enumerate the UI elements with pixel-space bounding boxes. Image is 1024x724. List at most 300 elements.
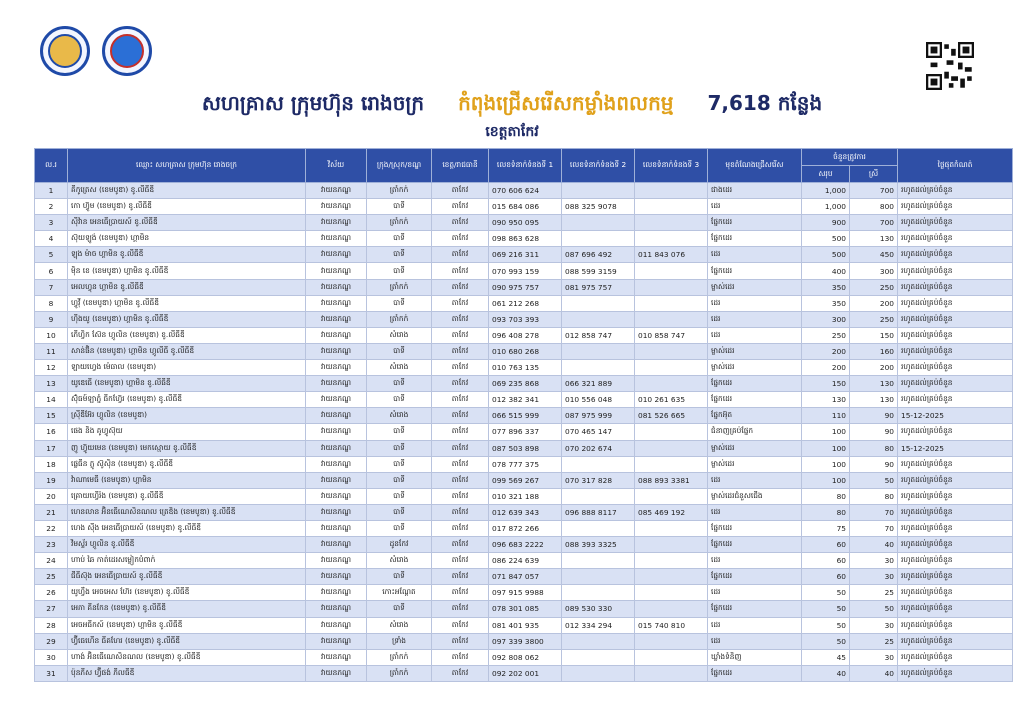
total-needed-cell: 100 <box>802 440 850 456</box>
phone-1-cell: 069 216 311 <box>489 247 562 263</box>
col-company-header: ឈ្មោះ សហគ្រាស ក្រុមហ៊ុន រោងចក្រ <box>68 149 306 183</box>
phone-3-cell <box>635 343 708 359</box>
total-needed-cell: 80 <box>802 504 850 520</box>
deadline-cell: រហូតដល់គ្រប់ចំនួន <box>898 199 1013 215</box>
province-cell: តាកែវ <box>432 537 489 553</box>
deadline-cell: 15-12-2025 <box>898 408 1013 424</box>
total-needed-cell: 110 <box>802 408 850 424</box>
table-row <box>35 617 1013 633</box>
table-row <box>35 601 1013 617</box>
col-province-header: ខេត្ត/រាជធានី <box>432 149 489 183</box>
phone-3-cell <box>635 295 708 311</box>
row-no-cell: 16 <box>35 424 68 440</box>
deadline-cell: រហូតដល់គ្រប់ចំនួន <box>898 424 1013 440</box>
female-needed-cell: 40 <box>850 537 898 553</box>
sector-cell: វាយនភណ្ឌ <box>306 504 367 520</box>
female-needed-cell: 40 <box>850 665 898 681</box>
phone-3-cell <box>635 520 708 536</box>
row-no-cell: 6 <box>35 263 68 279</box>
sector-cell: វាយនភណ្ឌ <box>306 199 367 215</box>
province-cell: តាកែវ <box>432 392 489 408</box>
col-no-header: ល.រ <box>35 149 68 183</box>
sector-cell: វាយនភណ្ឌ <box>306 553 367 569</box>
position-cell: ដេរ <box>708 295 802 311</box>
vacancy-count: 7,618 កន្លែង <box>707 91 823 115</box>
row-no-cell: 26 <box>35 585 68 601</box>
table-row <box>35 456 1013 472</box>
province-cell: តាកែវ <box>432 279 489 295</box>
company-name-cell: ញូ ហ៊្វូយមេន (ខេមបូឌា) មេកស្មោយ ខូ.លីធីឌី <box>68 440 306 456</box>
position-cell: ម្ចាស់ដេរ <box>708 456 802 472</box>
company-name-cell: វិមស្ទ័រ ហ្គូលិន ខូ.លីធីឌី <box>68 537 306 553</box>
phone-2-cell <box>562 665 635 681</box>
female-needed-cell: 50 <box>850 601 898 617</box>
female-needed-cell: 700 <box>850 183 898 199</box>
province-cell: តាកែវ <box>432 472 489 488</box>
company-name-cell: យូហ្វឺង អេចអេស ហ៊ែរ (ខេមបូឌា) ខូ.លីធីឌី <box>68 585 306 601</box>
position-cell: ម្ចាស់ដេរ <box>708 440 802 456</box>
district-cell: បាទី <box>367 569 432 585</box>
phone-1-cell: 092 202 001 <box>489 665 562 681</box>
sector-cell: វាយនភណ្ឌ <box>306 263 367 279</box>
female-needed-cell: 300 <box>850 263 898 279</box>
company-name-cell: ហាង់ អ៊ិនធើណេសិនណល (ខេមបូឌា) ខូ.លីធីឌី <box>68 649 306 665</box>
sector-cell: វាយនភណ្ឌ <box>306 472 367 488</box>
province-cell: តាកែវ <box>432 199 489 215</box>
phone-1-cell: 098 863 628 <box>489 231 562 247</box>
table-row <box>35 231 1013 247</box>
total-needed-cell: 1,000 <box>802 183 850 199</box>
deadline-cell: រហូតដល់គ្រប់ចំនួន <box>898 215 1013 231</box>
province-cell: តាកែវ <box>432 633 489 649</box>
total-needed-cell: 75 <box>802 520 850 536</box>
female-needed-cell: 80 <box>850 488 898 504</box>
province-cell: តាកែវ <box>432 617 489 633</box>
female-needed-cell: 25 <box>850 633 898 649</box>
position-cell: ផ្នែកអ៊ុត <box>708 408 802 424</box>
phone-1-cell: 096 408 278 <box>489 327 562 343</box>
phone-3-cell <box>635 376 708 392</box>
col-district-header: ក្រុង/ស្រុក/ខណ្ឌ <box>367 149 432 183</box>
row-no-cell: 27 <box>35 601 68 617</box>
row-no-cell: 7 <box>35 279 68 295</box>
phone-1-cell: 078 301 085 <box>489 601 562 617</box>
district-cell: សំរោង <box>367 617 432 633</box>
phone-3-cell <box>635 183 708 199</box>
qr-code-icon <box>926 42 974 90</box>
row-no-cell: 8 <box>35 295 68 311</box>
company-name-cell: កោ ហ៊្វូម (ខេមបូឌា) ខូ.លីធីឌី <box>68 199 306 215</box>
company-name-cell: ឡាយហ្វេង ម៉េធាល (ខេមបូឌា) <box>68 360 306 376</box>
table-row <box>35 279 1013 295</box>
row-no-cell: 19 <box>35 472 68 488</box>
col-total-header: សរុប <box>802 166 850 183</box>
position-cell: ដេរ <box>708 472 802 488</box>
district-cell: បាទី <box>367 601 432 617</box>
sector-cell: វាយនភណ្ឌ <box>306 343 367 359</box>
row-no-cell: 31 <box>35 665 68 681</box>
province-cell: តាកែវ <box>432 360 489 376</box>
female-needed-cell: 250 <box>850 311 898 327</box>
province-cell: តាកែវ <box>432 488 489 504</box>
female-needed-cell: 800 <box>850 199 898 215</box>
phone-2-cell: 070 465 147 <box>562 424 635 440</box>
district-cell: កោះអណ្ដែត <box>367 585 432 601</box>
deadline-cell: រហូតដល់គ្រប់ចំនួន <box>898 665 1013 681</box>
table-body <box>35 183 1013 682</box>
phone-2-cell: 088 393 3325 <box>562 537 635 553</box>
deadline-cell: រហូតដល់គ្រប់ចំនួន <box>898 360 1013 376</box>
sector-cell: វាយនភណ្ឌ <box>306 392 367 408</box>
total-needed-cell: 50 <box>802 601 850 617</box>
province-cell: តាកែវ <box>432 504 489 520</box>
district-cell: បាទី <box>367 424 432 440</box>
sector-cell: វាយនភណ្ឌ <box>306 537 367 553</box>
sector-cell: វាយនភណ្ឌ <box>306 649 367 665</box>
company-name-cell: អេភា គីនកែន (ខេមបូឌា) ខូ.លីធីឌី <box>68 601 306 617</box>
sector-cell: វាយនភណ្ឌ <box>306 295 367 311</box>
phone-2-cell: 012 334 294 <box>562 617 635 633</box>
company-name-cell: ស៊ុំធម៍ឡាភ្នំ ធីកហ្វ៊ែរ (ខេមបូឌា) ខូ.លីធីឌី <box>68 392 306 408</box>
district-cell: សំរោង <box>367 408 432 424</box>
row-no-cell: 17 <box>35 440 68 456</box>
company-name-cell: វ៉ាណាមេធី (ខេមបូឌា) ហ្គាមិន <box>68 472 306 488</box>
row-no-cell: 15 <box>35 408 68 424</box>
total-needed-cell: 250 <box>802 327 850 343</box>
province-cell: តាកែវ <box>432 263 489 279</box>
sector-cell: វាយនភណ្ឌ <box>306 424 367 440</box>
position-cell: ផ្នែកដេរ <box>708 392 802 408</box>
phone-1-cell: 070 606 624 <box>489 183 562 199</box>
table-row <box>35 311 1013 327</box>
female-needed-cell: 30 <box>850 649 898 665</box>
phone-1-cell: 017 872 266 <box>489 520 562 536</box>
title-row <box>0 90 1024 120</box>
position-cell: ផ្នែកដេរ <box>708 376 802 392</box>
sector-cell: វាយនភណ្ឌ <box>306 520 367 536</box>
row-no-cell: 11 <box>35 343 68 359</box>
position-cell: ដេរ <box>708 311 802 327</box>
total-needed-cell: 60 <box>802 569 850 585</box>
deadline-cell: រហូតដល់គ្រប់ចំនួន <box>898 247 1013 263</box>
female-needed-cell: 150 <box>850 327 898 343</box>
phone-1-cell: 090 975 757 <box>489 279 562 295</box>
position-cell: ម្ចាស់ដេរជំនួសជើង <box>708 488 802 504</box>
table-row <box>35 520 1013 536</box>
position-cell: ដេរ <box>708 553 802 569</box>
total-needed-cell: 50 <box>802 633 850 649</box>
total-needed-cell: 60 <box>802 553 850 569</box>
total-needed-cell: 1,000 <box>802 199 850 215</box>
table-row <box>35 360 1013 376</box>
phone-2-cell: 066 321 889 <box>562 376 635 392</box>
sector-cell: វាយនភណ្ឌ <box>306 327 367 343</box>
deadline-cell: រហូតដល់គ្រប់ចំនួន <box>898 231 1013 247</box>
province-cell: តាកែវ <box>432 569 489 585</box>
company-name-cell: ហេនលាន អ៊ិនធើណេសិនណល ត្រេឌិង (ខេមបូឌា) ខូ.លីធីឌី <box>68 504 306 520</box>
company-name-cell: ផ្លេធីន ភ្លូ ស៊ូស៊ិន (ខេមបូឌា) ខូ.លីធីឌី <box>68 456 306 472</box>
phone-3-cell <box>635 279 708 295</box>
table-row <box>35 376 1013 392</box>
female-needed-cell: 90 <box>850 456 898 472</box>
female-needed-cell: 130 <box>850 376 898 392</box>
phone-3-cell: 010 858 747 <box>635 327 708 343</box>
row-no-cell: 23 <box>35 537 68 553</box>
deadline-cell: រហូតដល់គ្រប់ចំនួន <box>898 472 1013 488</box>
row-no-cell: 2 <box>35 199 68 215</box>
company-name-cell: ស៊ុយឡូង់ (ខេមបូឌា) ហ្គាមិន <box>68 231 306 247</box>
phone-2-cell: 081 975 757 <box>562 279 635 295</box>
row-no-cell: 30 <box>35 649 68 665</box>
position-cell: ដេរ <box>708 247 802 263</box>
province-cell: តាកែវ <box>432 665 489 681</box>
deadline-cell: រហូតដល់គ្រប់ចំនួន <box>898 279 1013 295</box>
phone-1-cell: 086 224 639 <box>489 553 562 569</box>
province-cell: តាកែវ <box>432 295 489 311</box>
deadline-cell: រហូតដល់គ្រប់ចំនួន <box>898 295 1013 311</box>
total-needed-cell: 50 <box>802 585 850 601</box>
province-cell: តាកែវ <box>432 601 489 617</box>
phone-1-cell: 010 321 188 <box>489 488 562 504</box>
phone-1-cell: 099 569 267 <box>489 472 562 488</box>
district-cell: សំរោង <box>367 360 432 376</box>
position-cell: ម្ចាស់ដេរ <box>708 360 802 376</box>
sector-cell: វាយនភណ្ឌ <box>306 633 367 649</box>
table-row <box>35 504 1013 520</box>
table-row <box>35 665 1013 681</box>
company-name-cell: ហ្វូវ៉ី (ខេមបូឌា) ហ្គាមិន ខូ.លីធីឌី <box>68 295 306 311</box>
female-needed-cell: 50 <box>850 472 898 488</box>
position-cell: ដេរ <box>708 327 802 343</box>
row-no-cell: 25 <box>35 569 68 585</box>
phone-3-cell: 010 261 635 <box>635 392 708 408</box>
table-row <box>35 263 1013 279</box>
province-cell: តាកែវ <box>432 520 489 536</box>
deadline-cell: រហូតដល់គ្រប់ចំនួន <box>898 601 1013 617</box>
district-cell: បាទី <box>367 456 432 472</box>
table-header-row <box>35 149 1013 166</box>
company-name-cell: ហ៊ីងយូ (ខេមបូឌា) ហ្គាមិន ខូ.លីធីឌី <box>68 311 306 327</box>
company-name-cell: ស៊ីវ៉ាន អេនធើប្រាយស៍ ខូ.លីធីឌី <box>68 215 306 231</box>
female-needed-cell: 130 <box>850 231 898 247</box>
district-cell: ត្រាំកក់ <box>367 311 432 327</box>
district-cell: ត្រាំកក់ <box>367 279 432 295</box>
province-cell: តាកែវ <box>432 553 489 569</box>
phone-2-cell <box>562 649 635 665</box>
col-phone3-header: លេខទំនាក់ទំនងទី 3 <box>635 149 708 183</box>
phone-3-cell <box>635 601 708 617</box>
row-no-cell: 9 <box>35 311 68 327</box>
female-needed-cell: 30 <box>850 617 898 633</box>
female-needed-cell: 80 <box>850 440 898 456</box>
female-needed-cell: 200 <box>850 295 898 311</box>
phone-2-cell: 012 858 747 <box>562 327 635 343</box>
row-no-cell: 12 <box>35 360 68 376</box>
province-cell: តាកែវ <box>432 343 489 359</box>
position-cell: ផ្នែកដេរ <box>708 231 802 247</box>
position-cell: ជាងដេរ <box>708 183 802 199</box>
phone-2-cell <box>562 585 635 601</box>
phone-1-cell: 061 212 268 <box>489 295 562 311</box>
district-cell: ដូនកែវ <box>367 537 432 553</box>
phone-3-cell <box>635 553 708 569</box>
phone-1-cell: 071 847 057 <box>489 569 562 585</box>
province-cell: តាកែវ <box>432 585 489 601</box>
table-row <box>35 247 1013 263</box>
deadline-cell: រហូតដល់គ្រប់ចំនួន <box>898 585 1013 601</box>
ministry-logo-icon <box>40 26 90 76</box>
phone-2-cell <box>562 488 635 504</box>
district-cell: សំរោង <box>367 553 432 569</box>
phone-3-cell: 081 526 665 <box>635 408 708 424</box>
female-needed-cell: 700 <box>850 215 898 231</box>
phone-2-cell: 070 317 828 <box>562 472 635 488</box>
table-row <box>35 424 1013 440</box>
phone-3-cell: 011 843 076 <box>635 247 708 263</box>
province-cell: តាកែវ <box>432 183 489 199</box>
col-sector-header: វិស័យ <box>306 149 367 183</box>
row-no-cell: 18 <box>35 456 68 472</box>
province-cell: តាកែវ <box>432 231 489 247</box>
province-cell: តាកែវ <box>432 649 489 665</box>
phone-1-cell: 015 684 086 <box>489 199 562 215</box>
row-no-cell: 3 <box>35 215 68 231</box>
district-cell: បាទី <box>367 231 432 247</box>
position-cell: ឃ្លាំងទំនិញ <box>708 649 802 665</box>
female-needed-cell: 30 <box>850 569 898 585</box>
company-name-cell: ស៊្រីឌីអ៊ែរ ហ្គូលិន (ខេមបូឌា) <box>68 408 306 424</box>
deadline-cell: រហូតដល់គ្រប់ចំនួន <box>898 569 1013 585</box>
phone-2-cell <box>562 520 635 536</box>
table-row <box>35 327 1013 343</box>
company-name-cell: ជីធីស៊ុង អេនធើប្រាយស៍ ខូ.លីធីឌី <box>68 569 306 585</box>
phone-1-cell: 010 680 268 <box>489 343 562 359</box>
sector-cell: វាយនភណ្ឌ <box>306 231 367 247</box>
total-needed-cell: 350 <box>802 295 850 311</box>
district-cell: ត្រាំកក់ <box>367 215 432 231</box>
company-name-cell: ម៉ិន ខេ (ខេមបូឌា) ហ្គាមិន ខូ.លីធីឌី <box>68 263 306 279</box>
col-phone1-header: លេខទំនាក់ទំនងទី 1 <box>489 149 562 183</box>
province-subtitle: ខេត្តតាកែវ <box>485 124 539 140</box>
company-name-cell: អេចអធីកស៍ (ខេមបូឌា) ហ្គាមិន ខូ.លីធីឌី <box>68 617 306 633</box>
row-no-cell: 13 <box>35 376 68 392</box>
total-needed-cell: 300 <box>802 311 850 327</box>
district-cell: ត្រាំកក់ <box>367 649 432 665</box>
phone-3-cell <box>635 456 708 472</box>
phone-2-cell: 088 599 3159 <box>562 263 635 279</box>
district-cell: បាទី <box>367 472 432 488</box>
district-cell: សំរោង <box>367 327 432 343</box>
total-needed-cell: 100 <box>802 456 850 472</box>
female-needed-cell: 70 <box>850 520 898 536</box>
company-name-cell: ហ្វ៊ីធេហើន ធីគហែរ (ខេមបូឌា) ខូ.លីធីឌី <box>68 633 306 649</box>
phone-3-cell <box>635 311 708 327</box>
position-cell: ផ្នែកដេរ <box>708 520 802 536</box>
position-cell: ដេរ <box>708 504 802 520</box>
deadline-cell: រហូតដល់គ្រប់ចំនួន <box>898 456 1013 472</box>
province-cell: តាកែវ <box>432 408 489 424</box>
phone-3-cell <box>635 633 708 649</box>
sector-cell: វាយនភណ្ឌ <box>306 408 367 424</box>
province-cell: តាកែវ <box>432 247 489 263</box>
position-cell: ដេរ <box>708 617 802 633</box>
district-cell: បាទី <box>367 247 432 263</box>
row-no-cell: 20 <box>35 488 68 504</box>
phone-3-cell: 088 893 3381 <box>635 472 708 488</box>
total-needed-cell: 200 <box>802 343 850 359</box>
district-cell: បាទី <box>367 504 432 520</box>
phone-2-cell: 089 530 330 <box>562 601 635 617</box>
row-no-cell: 1 <box>35 183 68 199</box>
phone-2-cell <box>562 360 635 376</box>
table-row <box>35 633 1013 649</box>
district-cell: បាទី <box>367 440 432 456</box>
phone-1-cell: 012 639 343 <box>489 504 562 520</box>
phone-3-cell <box>635 488 708 504</box>
phone-2-cell: 087 975 999 <box>562 408 635 424</box>
col-position-header: មុខតំណែងជ្រើសរើស <box>708 149 802 183</box>
female-needed-cell: 25 <box>850 585 898 601</box>
sector-cell: វាយនភណ្ឌ <box>306 360 367 376</box>
district-cell: ត្រាំកក់ <box>367 665 432 681</box>
table-row <box>35 343 1013 359</box>
table-row <box>35 649 1013 665</box>
province-cell: តាកែវ <box>432 424 489 440</box>
deadline-cell: រហូតដល់គ្រប់ចំនួន <box>898 520 1013 536</box>
phone-1-cell: 010 763 135 <box>489 360 562 376</box>
phone-3-cell <box>635 665 708 681</box>
district-cell: បាទី <box>367 343 432 359</box>
phone-1-cell: 078 777 375 <box>489 456 562 472</box>
row-no-cell: 10 <box>35 327 68 343</box>
sector-cell: វាយនភណ្ឌ <box>306 440 367 456</box>
deadline-cell: រហូតដល់គ្រប់ចំនួន <box>898 633 1013 649</box>
district-cell: ទ្រាំង <box>367 633 432 649</box>
table-row <box>35 183 1013 199</box>
position-cell: ដេរ <box>708 585 802 601</box>
position-cell: ផ្នែកដេរ <box>708 263 802 279</box>
position-cell: ដេរ <box>708 633 802 649</box>
row-no-cell: 5 <box>35 247 68 263</box>
org-heading: សហគ្រាស ក្រុមហ៊ុន រោងចក្រ <box>201 91 425 115</box>
province-cell: តាកែវ <box>432 311 489 327</box>
company-name-cell: យូឌេធើ (ខេមបូឌា) ហ្គាមិន ខូ.លីធីឌី <box>68 376 306 392</box>
total-needed-cell: 100 <box>802 472 850 488</box>
table-row <box>35 199 1013 215</box>
position-cell: ផ្នែកដេរ <box>708 215 802 231</box>
logo-group <box>40 26 152 76</box>
deadline-cell: 15-12-2025 <box>898 440 1013 456</box>
total-needed-cell: 200 <box>802 360 850 376</box>
sector-cell: វាយនភណ្ឌ <box>306 569 367 585</box>
female-needed-cell: 450 <box>850 247 898 263</box>
row-no-cell: 21 <box>35 504 68 520</box>
position-cell: ម្ចាស់ដេរ <box>708 343 802 359</box>
total-needed-cell: 400 <box>802 263 850 279</box>
position-cell: ម្ចាស់ដេរ <box>708 279 802 295</box>
female-needed-cell: 160 <box>850 343 898 359</box>
phone-2-cell: 070 202 674 <box>562 440 635 456</box>
deadline-cell: រហូតដល់គ្រប់ចំនួន <box>898 617 1013 633</box>
sector-cell: វាយនភណ្ឌ <box>306 247 367 263</box>
phone-1-cell: 077 896 337 <box>489 424 562 440</box>
phone-1-cell: 097 339 3800 <box>489 633 562 649</box>
total-needed-cell: 80 <box>802 488 850 504</box>
district-cell: បាទី <box>367 392 432 408</box>
position-cell: ផ្នែកដេរ <box>708 665 802 681</box>
sector-cell: វាយនភណ្ឌ <box>306 456 367 472</box>
total-needed-cell: 900 <box>802 215 850 231</box>
